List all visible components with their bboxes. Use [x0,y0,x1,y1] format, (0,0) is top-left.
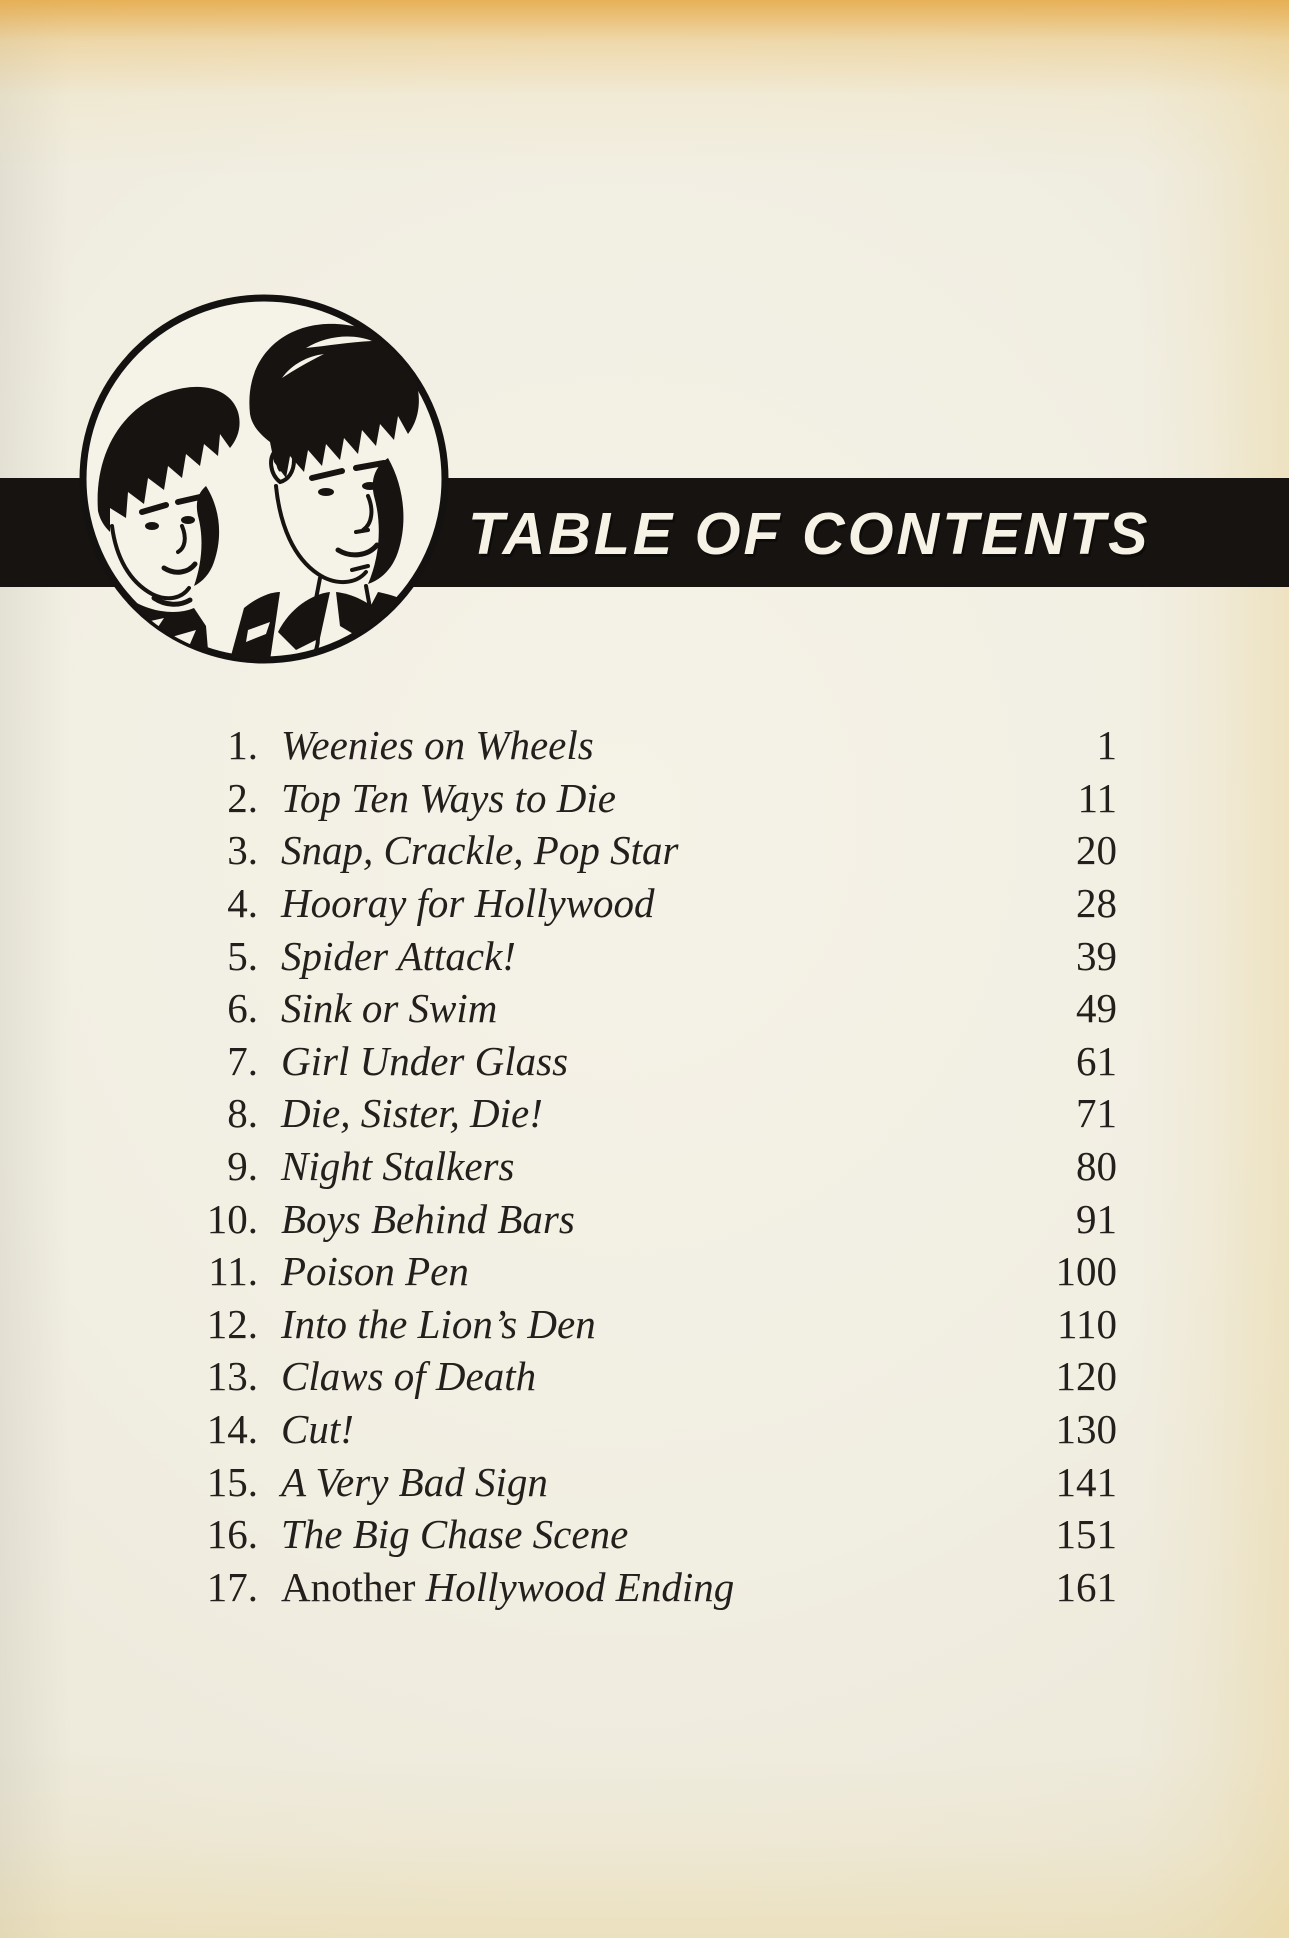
chapter-number: 6. [227,985,258,1032]
toc-row [150,1140,1117,1193]
chapter-page: 28 [1076,880,1117,927]
chapter-title: Night Stalkers [281,1143,515,1190]
chapter-title: Another Hollywood Ending [281,1563,735,1610]
chapter-number: 12. [206,1300,258,1347]
toc-row [150,1508,1117,1561]
toc-row [150,1350,1117,1403]
chapter-number: 16. [206,1511,258,1558]
toc-row [150,1561,1117,1614]
chapter-title-roman: Another [281,1563,426,1610]
chapter-page: 1 [1096,722,1117,769]
chapter-title: Spider Attack! [281,932,516,979]
chapter-number: 14. [206,1406,258,1453]
chapter-page: 61 [1076,1037,1117,1084]
chapter-page: 120 [1055,1353,1117,1400]
chapter-page: 161 [1055,1563,1117,1610]
chapter-title: Boys Behind Bars [281,1195,575,1242]
toc-row [150,929,1117,982]
page-title: TABLE OF CONTENTS [468,501,1151,567]
toc-row [150,824,1117,877]
chapter-number: 5. [227,932,258,979]
chapter-title: Top Ten Ways to Die [281,774,616,821]
chapter-number: 3. [227,827,258,874]
chapter-title: Into the Lion’s Den [281,1300,596,1347]
chapter-number: 11. [208,1248,258,1295]
toc-row [150,1298,1117,1351]
chapter-title: Weenies on Wheels [281,722,594,769]
toc-row [150,719,1117,772]
chapter-title: A Very Bad Sign [281,1458,548,1505]
chapter-number: 13. [206,1353,258,1400]
chapter-page: 141 [1055,1458,1117,1505]
chapter-number: 4. [227,880,258,927]
chapter-page: 39 [1076,932,1117,979]
chapter-title: Claws of Death [281,1353,537,1400]
chapter-title: Snap, Crackle, Pop Star [281,827,679,874]
chapter-page: 11 [1077,774,1117,821]
chapter-number: 1. [227,722,258,769]
chapter-number: 7. [227,1037,258,1084]
chapter-number: 10. [206,1195,258,1242]
chapter-number: 8. [227,1090,258,1137]
toc-list [150,719,1117,1613]
chapter-page: 100 [1055,1248,1117,1295]
toc-row [150,1245,1117,1298]
toc-row [150,772,1117,825]
chapter-page: 80 [1076,1143,1117,1190]
chapter-title: Sink or Swim [281,985,498,1032]
two-boys-portrait-emblem-icon [68,286,460,674]
chapter-page: 71 [1076,1090,1117,1137]
toc-row [150,1087,1117,1140]
chapter-page: 20 [1076,827,1117,874]
chapter-number: 15. [206,1458,258,1505]
chapter-page: 49 [1076,985,1117,1032]
chapter-title: Hooray for Hollywood [281,880,655,927]
chapter-title: The Big Chase Scene [281,1511,629,1558]
chapter-number: 9. [227,1143,258,1190]
chapter-number: 2. [227,774,258,821]
chapter-number: 17. [206,1563,258,1610]
toc-row [150,1192,1117,1245]
chapter-title: Girl Under Glass [281,1037,569,1084]
chapter-page: 151 [1055,1511,1117,1558]
toc-row [150,877,1117,930]
chapter-title: Cut! [281,1406,354,1453]
toc-row [150,1455,1117,1508]
chapter-title: Die, Sister, Die! [281,1090,543,1137]
toc-row [150,982,1117,1035]
chapter-page: 110 [1057,1300,1117,1347]
toc-row [150,1035,1117,1088]
toc-row [150,1403,1117,1456]
chapter-title: Poison Pen [281,1248,469,1295]
chapter-page: 130 [1055,1406,1117,1453]
chapter-page: 91 [1076,1195,1117,1242]
